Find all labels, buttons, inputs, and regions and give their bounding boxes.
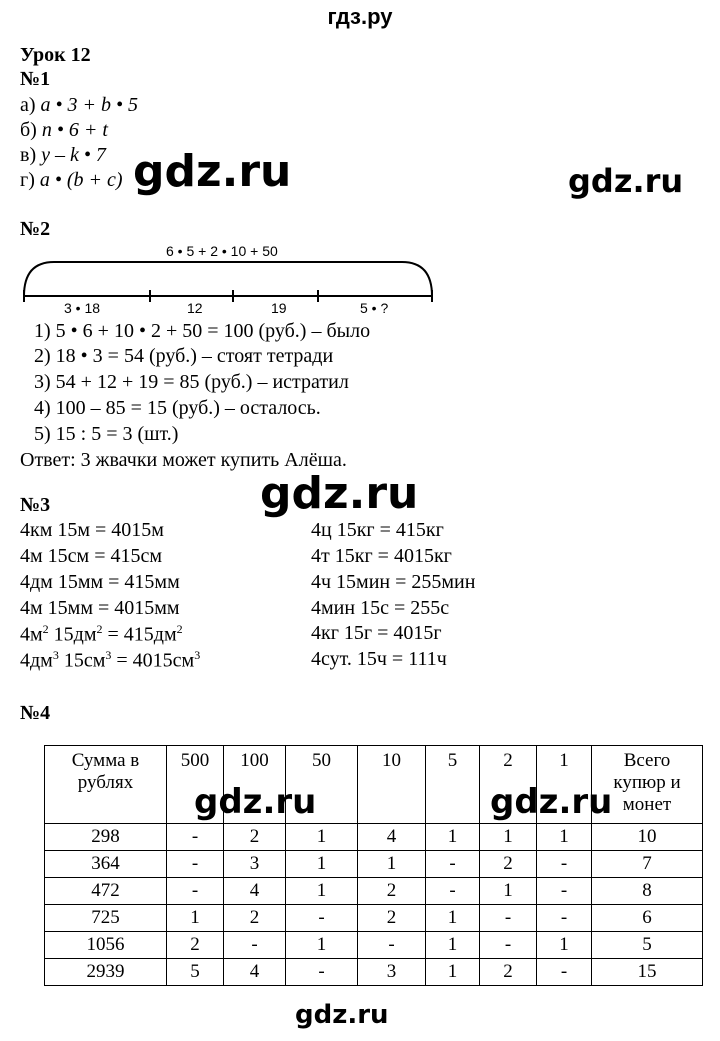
header-col: 500 <box>167 746 224 824</box>
table-row <box>45 824 703 851</box>
watermark: gdz.ru <box>295 1000 389 1030</box>
cell: 2 <box>224 905 286 932</box>
cell: - <box>358 932 426 959</box>
watermark: gdz.ru <box>568 162 684 200</box>
cell: - <box>167 851 224 878</box>
header-total: Всего купюр и монет <box>592 746 703 824</box>
cell-sum: 298 <box>45 824 167 851</box>
table-row <box>45 959 703 986</box>
site-header: гдз.ру <box>327 4 393 29</box>
cell: - <box>426 851 480 878</box>
diagram-top-label: 6 • 5 + 2 • 10 + 50 <box>166 243 278 259</box>
cell-sum: 472 <box>45 878 167 905</box>
ex3-right-2: 4т 15кг = 4015кг <box>311 545 452 567</box>
header-col: 1 <box>537 746 592 824</box>
ex1-line-b: б) n • 6 + t <box>20 119 108 141</box>
ex1-line-d: г) a • (b + c) <box>20 169 123 191</box>
cell: 1 <box>537 824 592 851</box>
cell: - <box>480 932 537 959</box>
cell: - <box>167 878 224 905</box>
header-col: 2 <box>480 746 537 824</box>
cell-total: 15 <box>592 959 703 986</box>
cell-sum: 725 <box>45 905 167 932</box>
ex2-title: №2 <box>20 218 51 240</box>
ex3-left-1: 4км 15м = 4015м <box>20 519 164 541</box>
cell: 2 <box>358 878 426 905</box>
cell: 1 <box>480 824 537 851</box>
ex2-step-1: 1) 5 • 6 + 10 • 2 + 50 = 100 (руб.) – было <box>34 320 371 342</box>
cell: 4 <box>358 824 426 851</box>
ex3-right-6: 4сут. 15ч = 111ч <box>311 648 447 670</box>
cell: 2 <box>224 824 286 851</box>
cell: 1 <box>426 905 480 932</box>
ex3-right-1: 4ц 15кг = 415кг <box>311 519 444 541</box>
cell: 1 <box>426 932 480 959</box>
cell-total: 8 <box>592 878 703 905</box>
cell: 2 <box>167 932 224 959</box>
header-sum: Сумма в рублях <box>45 746 167 824</box>
diagram-label-3: 19 <box>271 300 287 316</box>
table-row <box>45 905 703 932</box>
cell: 2 <box>480 959 537 986</box>
ex2-answer: Ответ: 3 жвачки может купить Алёша. <box>20 449 347 471</box>
ex3-left-4: 4м 15мм = 4015мм <box>20 597 180 619</box>
watermark: gdz.ru <box>133 146 292 197</box>
cell: - <box>286 959 358 986</box>
ex1-line-c: в) y – k • 7 <box>20 144 106 166</box>
ex1-line-a: а) a • 3 + b • 5 <box>20 94 139 116</box>
cell: 1 <box>286 878 358 905</box>
cell: 2 <box>480 851 537 878</box>
header-col: 100 <box>224 746 286 824</box>
ex3-right-5: 4кг 15г = 4015г <box>311 622 442 644</box>
ex4-title: №4 <box>20 702 51 724</box>
cell: - <box>167 824 224 851</box>
diagram-label-4: 5 • ? <box>360 300 389 316</box>
ex3-left-2: 4м 15см = 415см <box>20 545 163 567</box>
cell: - <box>224 932 286 959</box>
cell: 1 <box>167 905 224 932</box>
cell-sum: 2939 <box>45 959 167 986</box>
ex3-left-3: 4дм 15мм = 415мм <box>20 571 180 593</box>
table-row <box>45 932 703 959</box>
cell-total: 6 <box>592 905 703 932</box>
ex2-step-2: 2) 18 • 3 = 54 (руб.) – стоят тетради <box>34 345 334 367</box>
cell: 1 <box>480 878 537 905</box>
ex2-step-4: 4) 100 – 85 = 15 (руб.) – осталось. <box>34 397 321 419</box>
cell: - <box>426 878 480 905</box>
cell-total: 5 <box>592 932 703 959</box>
table-row <box>45 878 703 905</box>
cell-sum: 364 <box>45 851 167 878</box>
cell: 1 <box>426 959 480 986</box>
ex2-step-3: 3) 54 + 12 + 19 = 85 (руб.) – истратил <box>34 371 349 393</box>
cell: - <box>480 905 537 932</box>
cell: 1 <box>537 932 592 959</box>
cell-total: 7 <box>592 851 703 878</box>
cell-sum: 1056 <box>45 932 167 959</box>
table-row <box>45 851 703 878</box>
ex1-title: №1 <box>20 68 51 90</box>
cell: - <box>537 851 592 878</box>
cell: 3 <box>358 959 426 986</box>
cell: 5 <box>167 959 224 986</box>
cell: - <box>537 905 592 932</box>
lesson-title: Урок 12 <box>20 44 91 66</box>
header-col: 5 <box>426 746 480 824</box>
ex3-right-3: 4ч 15мин = 255мин <box>311 571 476 593</box>
cell: 1 <box>286 932 358 959</box>
watermark: gdz.ru <box>490 782 613 822</box>
cell: 4 <box>224 878 286 905</box>
watermark: gdz.ru <box>260 468 419 519</box>
cell: 1 <box>426 824 480 851</box>
cell: - <box>537 959 592 986</box>
watermark: gdz.ru <box>194 782 317 822</box>
cell: 4 <box>224 959 286 986</box>
cell: - <box>286 905 358 932</box>
header-col: 50 <box>286 746 358 824</box>
cell: 2 <box>358 905 426 932</box>
diagram-label-1: 3 • 18 <box>64 300 101 316</box>
cell: 1 <box>286 824 358 851</box>
ex3-left-6: $4дм^3$ $15см^3 = 4015см^3$ <box>20 648 201 672</box>
diagram-label-2: 12 <box>187 300 203 316</box>
cell: 3 <box>224 851 286 878</box>
cell: 1 <box>358 851 426 878</box>
ex3-left-5: $4м^2$ $15дм^2 = 415дм^2$ <box>20 622 183 646</box>
ex3-right-4: 4мин 15с = 255с <box>311 597 450 619</box>
ex2-step-5: 5) 15 : 5 = 3 (шт.) <box>34 423 179 445</box>
cell: - <box>537 878 592 905</box>
header-col: 10 <box>358 746 426 824</box>
cell: 1 <box>286 851 358 878</box>
cell-total: 10 <box>592 824 703 851</box>
ex3-title: №3 <box>20 494 51 516</box>
